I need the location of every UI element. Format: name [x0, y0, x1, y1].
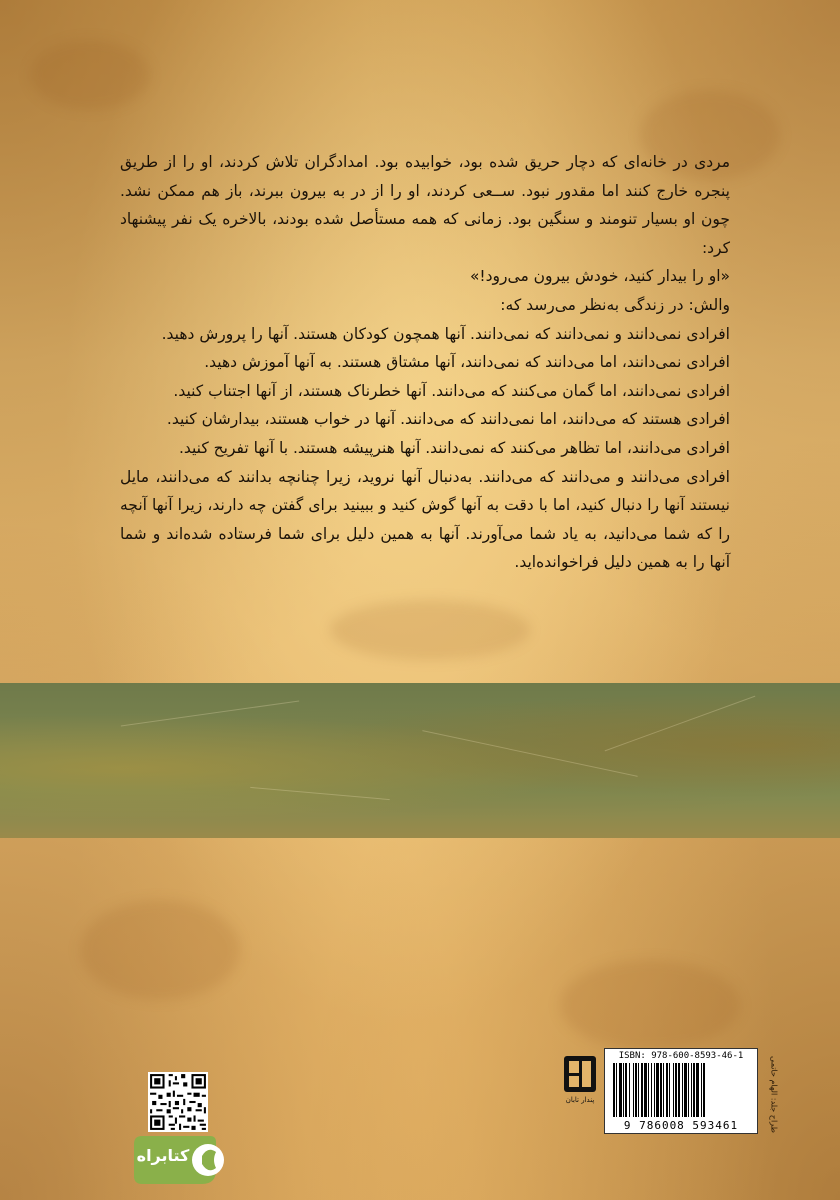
list-line: افرادی نمی‌دانند، اما گمان می‌کنند که می‌دانند. آنها خطرناک هستند، از آنها اجتناب کنید. [173, 381, 730, 400]
barcode-bar [623, 1063, 624, 1117]
paper-stain [560, 960, 740, 1050]
list-line: افرادی می‌دانند، اما تظاهر می‌کنند که نمی‌دانند. آنها هنرپیشه هستند. با آنها تفریح کنید. [178, 438, 730, 457]
isbn-barcode [604, 1048, 758, 1134]
publisher-name: پندار تابان [565, 1096, 595, 1104]
barcode-bar [651, 1063, 652, 1117]
band-scratch [605, 696, 756, 752]
barcode-bar [703, 1063, 705, 1117]
barcode-bar [660, 1063, 662, 1117]
green-band [0, 683, 840, 838]
closing-paragraph: افرادی می‌دانند و می‌دانند که می‌دانند. به‌دنبال آنها نروید، زیرا چنانچه بدانند که می‌دانند، مایل نیستند آنها را دنبال کنید، اما با دقت به آنها گوش کنید و ببینید برای گفتن چه دارند، زیرا آنها آنچه را که شما می‌دانید، به یاد شما می‌آورند. آنها به همین دلیل برای شما فرستاده شده‌اند و شما آنها را به همین دلیل فراخوانده‌اید. [120, 467, 730, 572]
band-scratch [250, 787, 390, 800]
barcode-bar [682, 1063, 683, 1117]
publisher-mark-icon [560, 1052, 600, 1096]
isbn-text: ISBN: 978-600-8593-46-1 [618, 1051, 744, 1061]
barcode-bar [675, 1063, 677, 1117]
barcode-bar [669, 1063, 670, 1117]
barcode-bar [616, 1063, 617, 1117]
ketabrah-logo[interactable] [128, 1130, 224, 1190]
barcode-bar [678, 1063, 680, 1117]
band-scratch [422, 730, 637, 777]
barcode-bar [684, 1063, 687, 1117]
barcode-bar [629, 1063, 630, 1117]
paper-stain [30, 40, 150, 110]
barcode-bar [635, 1063, 637, 1117]
intro-line: والش: در زندگی به‌نظر می‌رسد که: [500, 295, 730, 314]
qr-code [148, 1072, 208, 1132]
barcode-bar [619, 1063, 622, 1117]
list-line: افرادی هستند که می‌دانند، اما نمی‌دانند که می‌دانند. آنها در خواب هستند، بیدارشان کنید. [166, 410, 730, 429]
logo-text: کتابراه [136, 1146, 190, 1165]
story-paragraph: مردی در خانه‌ای که دچار حریق شده بود، خوابیده بود. امدادگران تلاش کردند، او را از طریق پنجره خارج کنند اما مقدور نبود. ســعی کردند، او را از در به بیرون ببرند، باز هم ممکن نشد. چون او بسیار تنومند و سنگین بود. زمانی که همه مستأصل شده بودند، بالاخره یک نفر پیشنهاد کرد: [120, 153, 730, 257]
barcode-number: 9 786008 593461 [623, 1119, 739, 1132]
publisher-logo [560, 1052, 600, 1112]
paper-stain [330, 600, 530, 660]
barcode-bar [688, 1063, 689, 1117]
barcode-bar [613, 1063, 615, 1117]
barcode-bar [696, 1063, 699, 1117]
barcode-bar [691, 1063, 692, 1117]
list-line: افرادی نمی‌دانند، اما می‌دانند که نمی‌دانند، آنها مشتاق هستند. به آنها آموزش دهید. [204, 353, 730, 372]
quote-line: «او را بیدار کنید، خودش بیرون می‌رود!» [469, 267, 730, 286]
back-cover-text [120, 148, 730, 577]
barcode-bar [654, 1063, 655, 1117]
band-scratch [121, 700, 299, 726]
barcode-bar [666, 1063, 668, 1117]
list-line: افرادی نمی‌دانند و نمی‌دانند که نمی‌دانند. آنها همچون کودکان هستند. آنها را پرورش دهید. [161, 324, 730, 343]
barcode-bar [641, 1063, 643, 1117]
cover-design-credit: طراح جلد: الهام حاتمی [769, 1056, 779, 1133]
barcode-bar [644, 1063, 647, 1117]
barcode-bar [648, 1063, 649, 1117]
barcode-bar [638, 1063, 639, 1117]
barcode-bar [656, 1063, 659, 1117]
barcode-bar [625, 1063, 627, 1117]
barcode-bar [673, 1063, 674, 1117]
paper-stain [80, 900, 240, 1000]
barcode-bar [693, 1063, 695, 1117]
barcode-bar [633, 1063, 634, 1117]
barcode-bar [701, 1063, 702, 1117]
barcode-bar [663, 1063, 664, 1117]
